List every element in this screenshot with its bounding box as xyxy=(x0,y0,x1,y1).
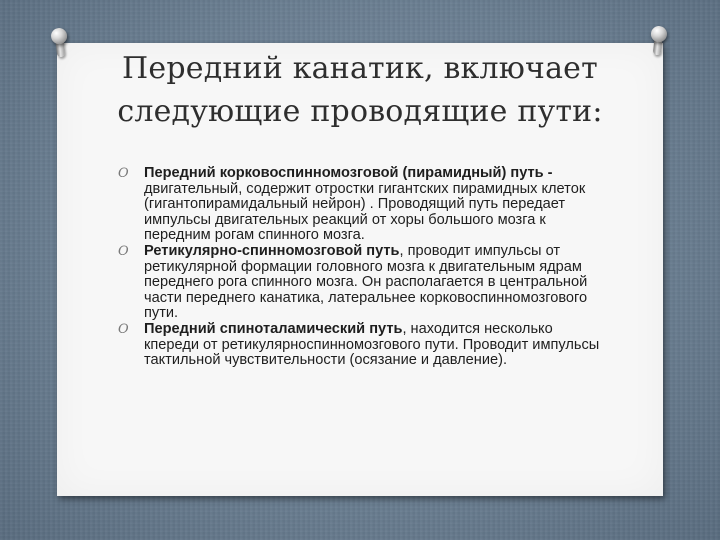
bullet-item-term: Передний спиноталамический путь xyxy=(144,320,403,337)
pushpin-right-head xyxy=(650,25,668,43)
bullet-item-term: Ретикулярно-спинномозговой путь xyxy=(144,242,400,259)
slide-title-line-2: следующие проводящие пути: xyxy=(117,94,603,129)
bullet-item-text: , проводит импульсы от ретикулярной формации головного мозга к двигательным ядрам переднего рога спинного мозга. Он располагается в центральной части переднего канатика, латеральнее корковоспинномозгового пути. xyxy=(144,242,588,322)
bullet-item-text: , находится несколько кпереди от ретикулярноспинномозгового пути. Проводит импульсы тактильной чувствительности (осязание и давление). xyxy=(144,320,600,369)
bullet-marker-icon: O xyxy=(118,321,129,337)
bullet-marker-icon: O xyxy=(118,243,129,259)
bullet-item-term: Передний корковоспинномозговой (пирамидный) путь - xyxy=(144,165,553,181)
pushpin-left-head xyxy=(50,27,68,45)
slide-title-line-1: Передний канатик, включает xyxy=(122,51,598,86)
slide-title xyxy=(60,47,660,133)
bullet-marker-icon: O xyxy=(118,166,129,181)
bullet-item-text: двигательный, содержит отростки гигантских пирамидных клеток (гигантопирамидальный нейрон) . Проводящий путь передает импульсы двигательных реакций от хоры большого мозга к передним рогам спинного мозга. xyxy=(144,180,586,244)
bullet-list xyxy=(118,166,608,369)
bullet-item-reticulospinal xyxy=(118,244,608,322)
bullet-item-anterior-spinothalamic xyxy=(118,322,608,369)
bullet-item-anterior-corticospinal xyxy=(118,166,608,244)
